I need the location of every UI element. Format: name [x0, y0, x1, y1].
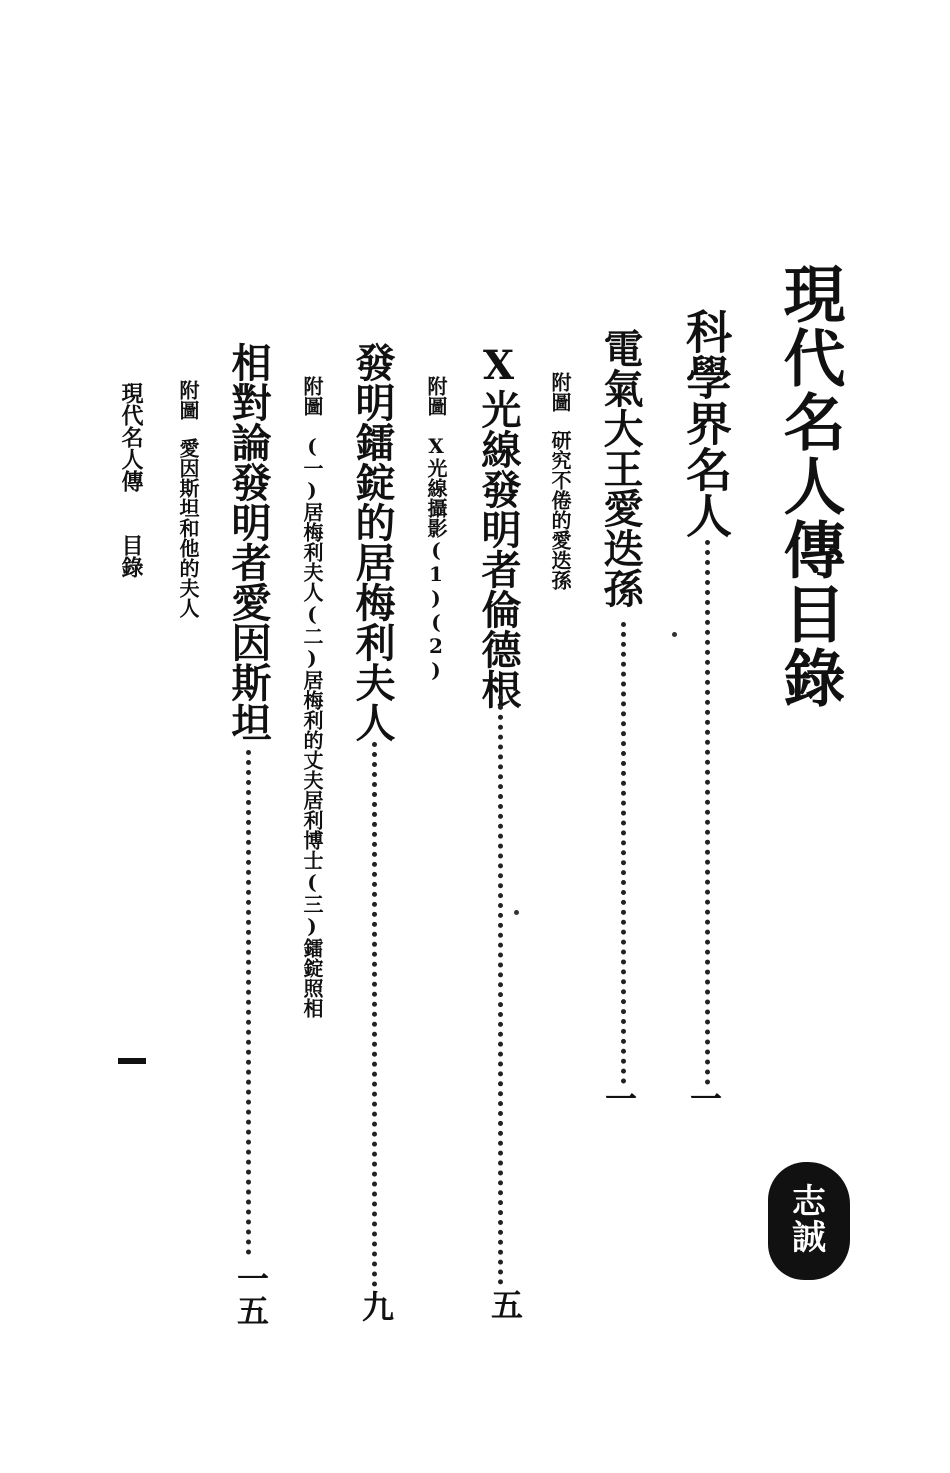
caption-label: 附圖: [548, 372, 572, 412]
caption-text: X光線攝影(1)(2): [424, 434, 448, 682]
caption-text: 愛因斯坦和他的夫人: [176, 438, 200, 618]
footer-label: 目錄: [118, 534, 144, 578]
entry-leader-dots: [246, 750, 251, 1255]
caption-label: 附圖: [424, 376, 448, 416]
ink-speck: [514, 910, 519, 915]
caption-text: 研究不倦的愛迭孫: [548, 430, 572, 590]
footer-book-title: 現代名人傳: [118, 382, 144, 492]
entry-page-number: 九: [357, 1290, 395, 1322]
caption-text: (一)居梅利夫人(二)居梅利的丈夫居利博士(三)鐳錠照相: [300, 434, 324, 1018]
caption-label: 附圖: [176, 380, 200, 420]
section-page-number: 一: [685, 1082, 723, 1114]
toc-entry-title: 發明鐳錠的居梅利夫人: [349, 342, 396, 742]
entry-page-number: 五: [486, 1288, 524, 1320]
seal-char: 志: [792, 1182, 826, 1223]
entry-caption: [178, 380, 198, 618]
entry-caption: [550, 372, 570, 590]
section-heading: 科學界名人: [679, 308, 733, 538]
running-footer: [120, 382, 142, 578]
entry-leader-dots: [372, 742, 377, 1287]
entry-page-number: 一: [600, 1082, 638, 1114]
ink-speck: [672, 632, 677, 637]
toc-entry-title: 電氣大王愛迭孫: [597, 328, 644, 608]
seal-stamp: [768, 1162, 850, 1280]
seal-char: 誠: [792, 1218, 826, 1258]
toc-entry-title: X光線發明者倫德根: [475, 342, 522, 709]
entry-caption: [302, 376, 322, 1018]
entry-leader-dots: [621, 622, 626, 1084]
entry-page-number: 一五: [232, 1262, 270, 1326]
caption-label: 附圖: [300, 376, 324, 416]
page-folio: [118, 1058, 146, 1064]
entry-caption: [426, 376, 446, 682]
toc-entry-title: 相對論發明者愛因斯坦: [225, 342, 272, 742]
entry-leader-dots: [498, 695, 503, 1285]
section-leader-dots: [705, 540, 710, 1085]
toc-title: 現代名人傳目錄: [773, 262, 846, 710]
